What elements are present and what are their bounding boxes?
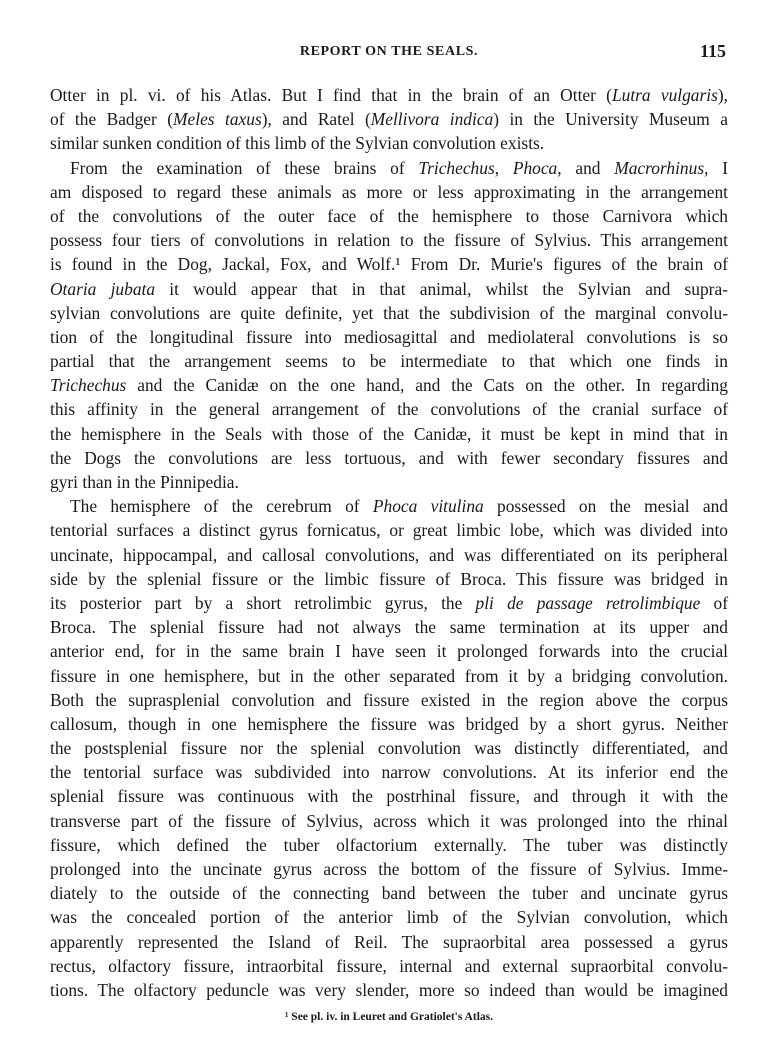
text-line: the tentorial surface was subdivided into narrow convolutions. At its inferior end the [50,762,728,783]
text-line: transverse part of the fissure of Sylvius, across which it was prolonged into the rhinal [50,810,728,831]
text-line: is found in the Dog, Jackal, Fox, and Wolf.¹ From Dr. Murie's figures of the brain of [50,254,728,275]
text-line: Broca. The splenial fissure had not always the same termination at its upper and [50,617,728,638]
page [50,0,728,1050]
text-line: rectus, olfactory fissure, intraorbital fissure, internal and external supraorbital convolu- [50,955,728,976]
text-line: sylvian convolutions are quite definite, yet that the subdivision of the marginal convolu- [50,302,728,323]
text-line: anterior end, for in the same brain I have seen it prolonged forwards into the crucial [50,641,728,662]
text-line: tion of the longitudinal fissure into mediosagittal and mediolateral convolutions is so [50,326,728,347]
text-line: diately to the outside of the connecting band between the tuber and uncinate gyrus [50,883,728,904]
text-line: was the concealed portion of the anterior limb of the Sylvian convolution, which [50,907,728,928]
text-line: possess four tiers of convolutions in relation to the fissure of Sylvius. This arrangement [50,230,728,251]
page-number: 115 [699,41,726,61]
text-line: The hemisphere of the cerebrum of Phoca vitulina possessed on the mesial and [70,496,728,517]
text-line: partial that the arrangement seems to be intermediate to that which one finds in [50,351,728,372]
text-line: gyri than in the Pinnipedia. [50,472,239,492]
text-line: its posterior part by a short retrolimbic gyrus, the pli de passage retrolimbique of [50,592,729,613]
text-line: prolonged into the uncinate gyrus across the bottom of the fissure of Sylvius. Imme- [50,859,728,879]
text-line: am disposed to regard these animals as more or less approximating in the arrangement [50,181,728,202]
text-line: fissure, which defined the tuber olfactorium externally. The tuber was distinctly [50,834,728,855]
text-line: Otter in pl. vi. of his Atlas. But I find that in the brain of an Otter (Lutra vulgaris), [50,85,729,105]
text-line: apparently represented the Island of Reil. The supraorbital area possessed a gyrus [50,931,728,952]
text-line: similar sunken condition of this limb of the Sylvian convolution exists. [50,133,545,154]
text-line: From the examination of these brains of Trichechus, Phoca, and Macrorhinus, I [70,157,728,178]
text-line: of the convolutions of the outer face of the hemisphere to those Carnivora which [50,205,728,226]
text-line: of the Badger (Meles taxus), and Ratel (Mellivora indica) in the University Museum a [50,109,728,130]
page-header [50,41,728,68]
text-line: the postsplenial fissure nor the splenial convolution was distinctly differentiated, and [50,738,728,759]
text-line: callosum, though in one hemisphere the fissure was bridged by a short gyrus. Neither [50,713,728,734]
body-text [50,83,728,1002]
text-line: fissure in one hemisphere, but in the other separated from it by a bridging convolution. [50,665,728,686]
text-line: this affinity in the general arrangement of the convolutions of the cranial surface of [50,399,728,420]
text-line: Otaria jubata it would appear that in that animal, whilst the Sylvian and supra- [50,278,728,299]
text-line: the hemisphere in the Seals with those of the Canidæ, it must be kept in mind that in [50,423,728,444]
text-line: the Dogs the convolutions are less tortuous, and with fewer secondary fissures and [50,447,728,468]
footnote: ¹ See pl. iv. in Leuret and Gratiolet's Atlas. [284,1011,493,1023]
text-line: tions. The olfactory peduncle was very slender, more so indeed than would be imagined [50,979,728,1000]
running-title: REPORT ON THE SEALS. [299,44,479,59]
text-line: splenial fissure was continuous with the postrhinal fissure, and through it with the [50,786,728,807]
text-line: uncinate, hippocampal, and callosal convolutions, and was differentiated on its peripheral [50,544,728,565]
text-line: side by the splenial fissure or the limbic fissure of Broca. This fissure was bridged in [50,568,728,589]
text-line: Both the suprasplenial convolution and fissure existed in the region above the corpus [50,689,728,710]
text-line: Trichechus and the Canidæ on the one hand, and the Cats on the other. In regarding [50,375,728,396]
text-line: tentorial surfaces a distinct gyrus fornicatus, or great limbic lobe, which was divided into [50,520,728,541]
